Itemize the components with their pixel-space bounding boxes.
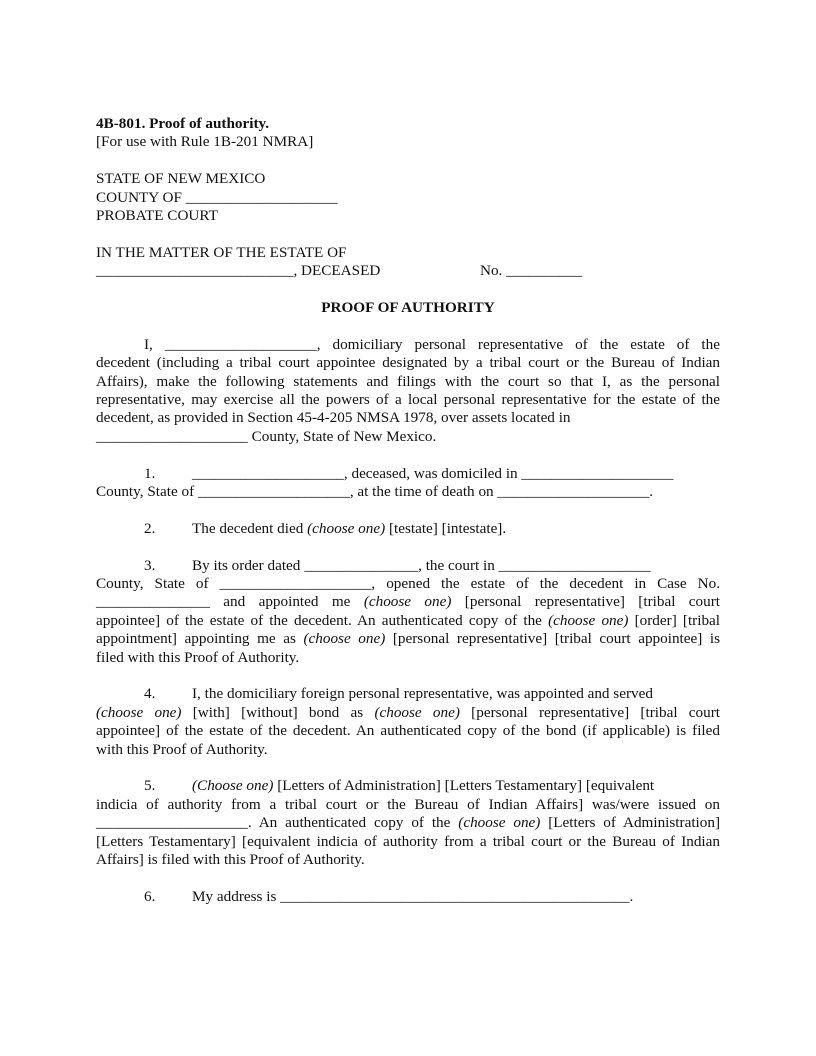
paragraph-number: 5.	[144, 777, 156, 795]
caption-deceased-row	[96, 262, 720, 280]
paragraph-number: 6.	[144, 887, 156, 905]
address-line: My address is ______________________________________________.	[192, 887, 634, 905]
rule-title: 4B-801. Proof of authority.	[96, 115, 270, 132]
paragraph-text: filed with this Proof of Authority.	[96, 648, 300, 666]
intro-line: Affairs), make the following statements and filings with the court so that I, as the personal	[96, 372, 720, 390]
paragraph-3: 3. By its order dated _______________, the court in ____________________ County, State of ____________________, opened the estate of the decedent in Case No. _______________ and appointed me (choose one) [personal representative] [tribal court appointee] of the estate of the decedent. An authenticated copy of the (choose one) [order] [tribal appointment] appointing me as (choose one) [personal representative] [tribal court appointee] is filed with this Proof of Authority.	[96, 556, 721, 666]
intro-line: I, ____________________, domiciliary personal representative of the estate of the	[144, 335, 720, 353]
paragraph-4: 4. I, the domiciliary foreign personal representative, was appointed and served (choose one) [with] [without] bond as (choose one) [personal representative] [tribal court appointee] of the estate of the decedent. An authenticated copy of the bond (if applicable) is filed with this Proof of Authority.	[96, 685, 721, 758]
caption-court: PROBATE COURT	[96, 207, 218, 225]
paragraph-1	[96, 465, 720, 502]
rule-subtitle: [For use with Rule 1B-201 NMRA]	[96, 133, 314, 151]
document-title: PROOF OF AUTHORITY	[321, 299, 495, 317]
choose-one-note: (Choose one)	[192, 777, 274, 795]
paragraph-text: By its order dated _______________, the court in ____________________	[192, 556, 651, 574]
paragraph-text: Affairs] is filed with this Proof of Authority.	[96, 851, 365, 869]
caption-deceased: __________________________, DECEASED	[96, 262, 381, 280]
choose-one-note: (choose one)	[458, 814, 541, 832]
paragraph-number: 3.	[144, 556, 156, 574]
intro-line: decedent, as provided in Section 45-4-205 NMSA 1978, over assets located in	[96, 409, 571, 427]
intro-paragraph	[96, 336, 720, 446]
choose-one-note: (choose one)	[548, 611, 629, 629]
document-page	[96, 115, 720, 906]
paragraph-text: County, State of ____________________, opened the estate of the decedent in Case No.	[96, 575, 720, 593]
caption-county: COUNTY OF ____________________	[96, 188, 338, 206]
choose-one-note: (choose one)	[96, 703, 182, 721]
paragraph-6	[96, 888, 720, 906]
paragraph-2: 2. The decedent died (choose one) [testate] [intestate].	[144, 519, 507, 537]
paragraph-5: 5. (Choose one) [Letters of Administration] [Letters Testamentary] [equivalent indicia of authority from a tribal court or the Bureau of Indian Affairs] was/were issued on ____________________. An authenticated copy of the (choose one) [Letters of Administration] [Letters Testamentary] [equivalent indicia of authority from a tribal court or the Bureau of Indian Affairs] is filed with this Proof of Authority.	[96, 777, 721, 869]
intro-line: representative, may exercise all the powers of a local personal representative for the estate of the	[96, 391, 720, 409]
paragraph-text: appointee] of the estate of the decedent. An authenticated copy of the bond (if applicable) is filed	[96, 722, 720, 740]
choose-one-note: (choose one)	[303, 630, 386, 648]
intro-line: decedent (including a tribal court appointee designated by a tribal court or the Bureau of Indian	[96, 354, 720, 372]
paragraph-number: 2.	[144, 519, 156, 537]
paragraph-number: 4.	[144, 685, 156, 703]
choose-one-note: (choose one)	[374, 703, 460, 721]
case-number: No. __________	[480, 262, 583, 280]
paragraph-number: 1.	[144, 464, 156, 482]
intro-line: ____________________ County, State of New Mexico.	[96, 427, 437, 445]
caption-matter: IN THE MATTER OF THE ESTATE OF	[96, 243, 347, 261]
paragraph-text: I, the domiciliary foreign personal representative, was appointed and served	[192, 685, 653, 703]
choose-one-note: (choose one)	[307, 519, 386, 537]
caption-state: STATE OF NEW MEXICO	[96, 170, 266, 188]
paragraph-text: ____________________, deceased, was domiciled in ____________________	[192, 464, 674, 482]
choose-one-note: (choose one)	[363, 593, 452, 611]
paragraph-text: [Letters Testamentary] [equivalent indicia of authority from a tribal court or the Bureau of Indian	[96, 832, 720, 850]
paragraph-text: with this Proof of Authority.	[96, 740, 268, 758]
paragraph-text: indicia of authority from a tribal court or the Bureau of Indian Affairs] was/were issued on	[96, 795, 720, 813]
paragraph-text: County, State of ____________________, at the time of death on ____________________.	[96, 483, 654, 501]
